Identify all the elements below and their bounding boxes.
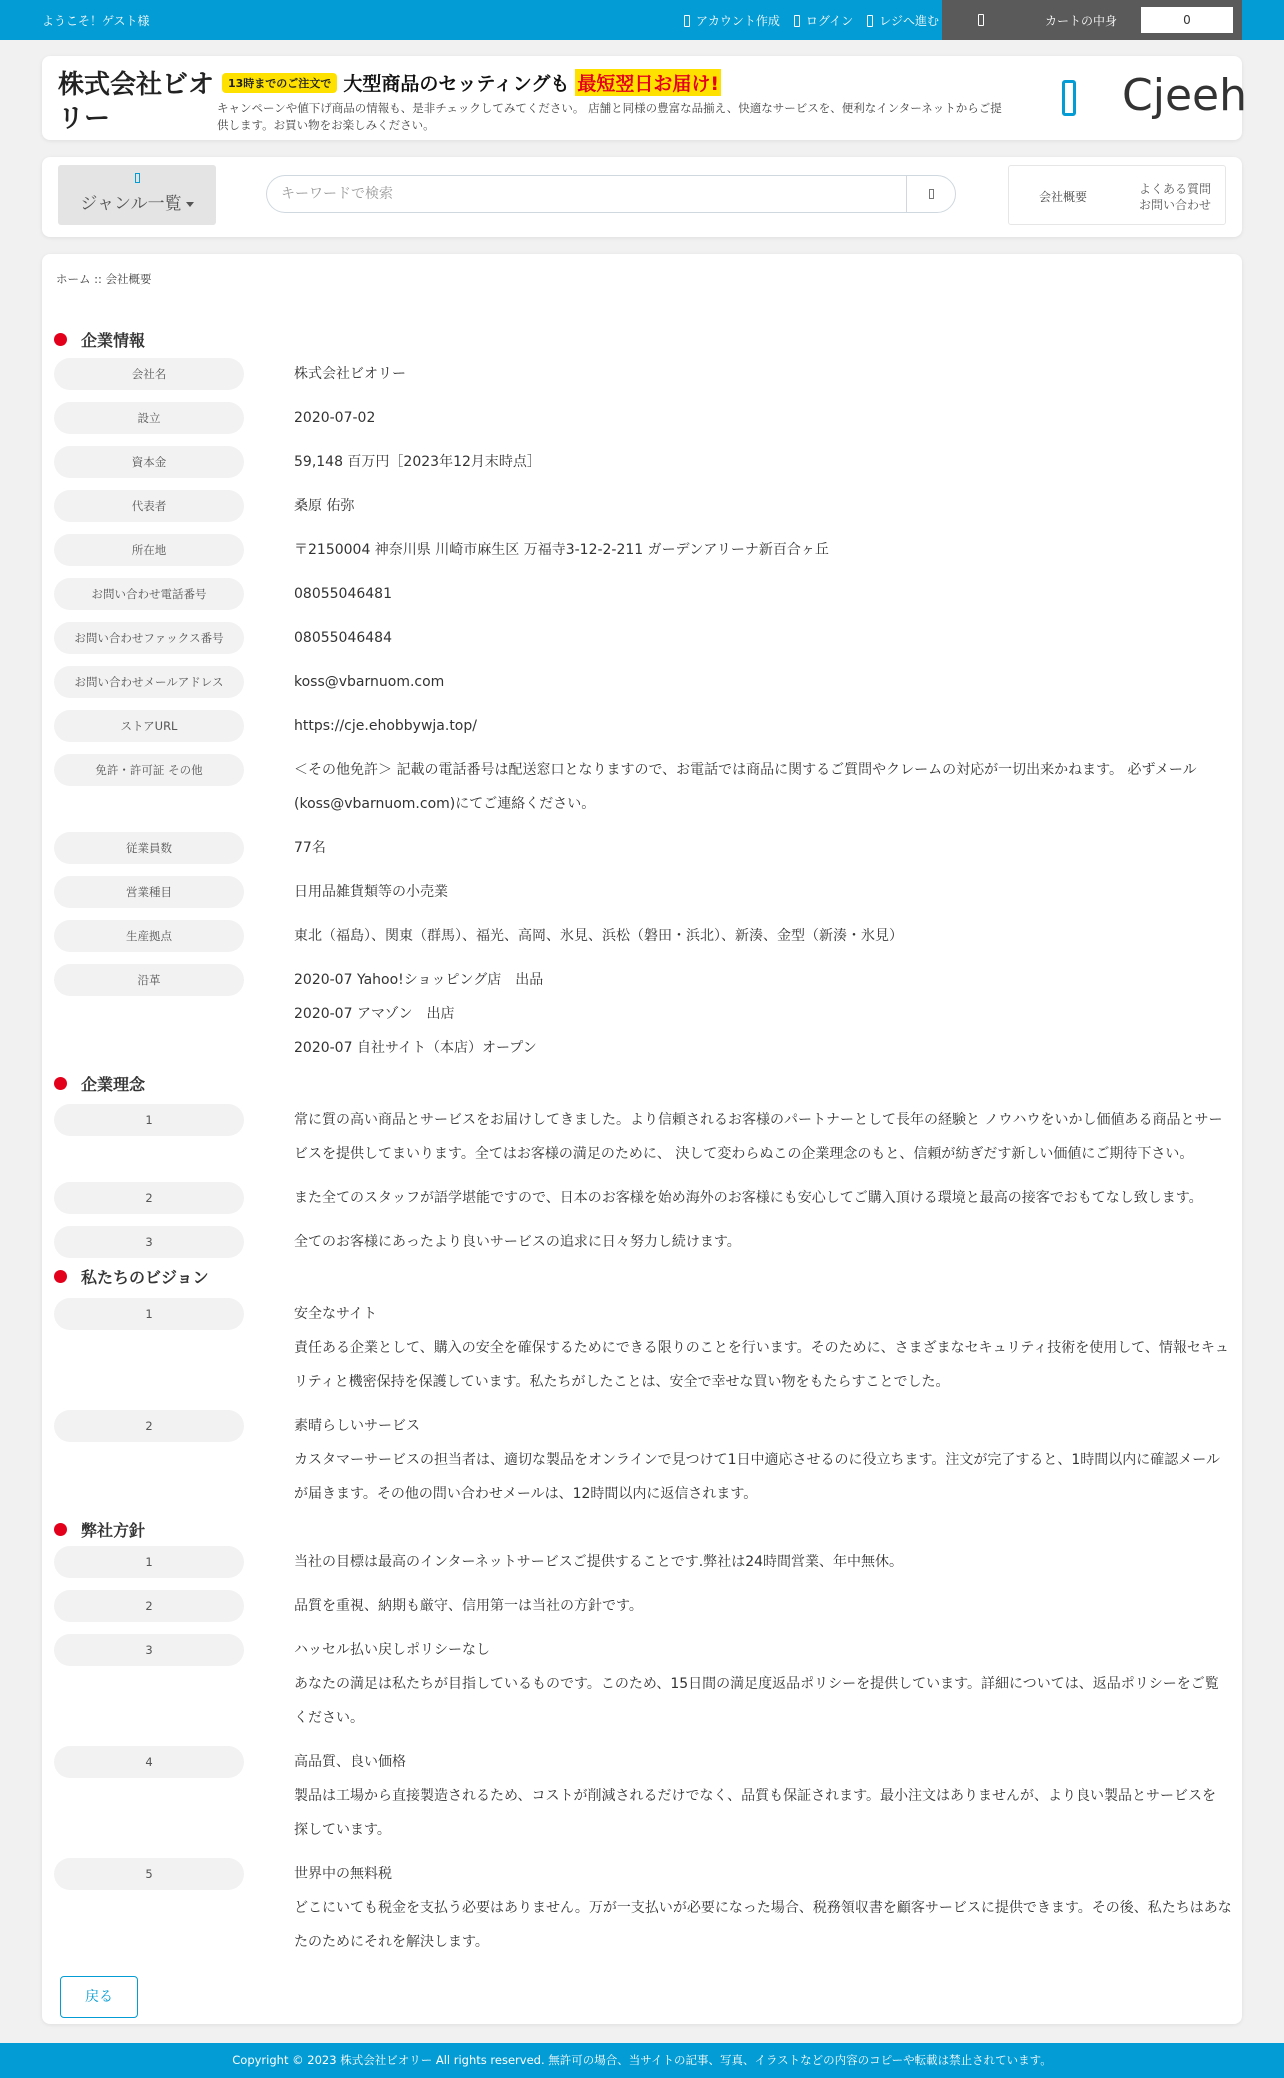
info-row-value: 東北（福島）、関東（群馬）、福光、高岡、氷見、浜松（磐田・浜北）、新湊、金型（新湊・氷見） — [294, 928, 903, 944]
info-row-value-line: ＜その他免許＞ 記載の電話番号は配送窓口となりますので、お電話では商品に関するご質問やクレームの対応が一切出来かねます。 必ずメール — [294, 762, 1197, 778]
info-row-label: 5 — [54, 1858, 244, 1890]
info-row-value: 株式会社ビオリー — [294, 366, 406, 382]
info-row-label: 2 — [54, 1182, 244, 1214]
register-icon — [867, 15, 873, 27]
info-row-value-line: ビスを提供してまいります。全てはお客様の満足のために、 決して変わらぬこの企業理念のもと、信頼が紡ぎだす新しい価値にご期待下さい。 — [294, 1146, 1194, 1162]
info-row-label: 1 — [54, 1298, 244, 1330]
section-title-company-info — [54, 328, 145, 351]
info-row-value-line: 2020-07 自社サイト（本店）オープン — [294, 1040, 537, 1056]
company-name-logo[interactable]: 株式会社ビオリー — [58, 70, 215, 134]
cart-icon — [978, 14, 984, 26]
bullet-dot-icon — [54, 1077, 67, 1090]
info-row-value: 2020-07-02 — [294, 410, 376, 426]
info-row-label: 4 — [54, 1746, 244, 1778]
login-link[interactable] — [794, 12, 853, 29]
info-row-value-line: 2020-07 Yahoo!ショッピング店 出品 — [294, 972, 544, 988]
bullet-dot-icon — [54, 1270, 67, 1283]
info-row-value-line: カスタマーサービスの担当者は、適切な製品をオンラインで見つけて1日中適応させるのに役立ちます。注文が完了すると、1時間以内に確認メール — [294, 1452, 1220, 1468]
info-row-label: 代表者 — [54, 490, 244, 522]
section-title-text: 私たちのビジョン — [81, 1268, 209, 1287]
info-row-value-line: (koss@vbarnuom.com)にてご連絡ください。 — [294, 796, 596, 812]
info-row-value-line: 安全なサイト — [294, 1306, 378, 1322]
info-row-value: 08055046484 — [294, 630, 392, 646]
header-description: キャンペーンや値下げ商品の情報も、是非チェックしてみてください。 店舗と同様の豊富な品揃え、快適なサービスを、便利なインターネットからご提供します。お買い物をお楽しみください。 — [217, 101, 1002, 132]
info-row-value: 日用品雑貨類等の小売業 — [294, 884, 448, 900]
checkout-link[interactable] — [867, 12, 939, 29]
info-row-value — [294, 1857, 1234, 1959]
info-row-value: 77名 — [294, 840, 326, 856]
info-row-label: 資本金 — [54, 446, 244, 478]
faq-link[interactable]: よくある質問 — [1139, 182, 1212, 196]
section-title-text: 弊社方針 — [81, 1521, 146, 1540]
info-row-value-line: ください。 — [294, 1710, 364, 1726]
info-row-label: お問い合わせ電話番号 — [54, 578, 244, 610]
breadcrumb-home[interactable]: ホーム — [56, 272, 91, 286]
breadcrumb-current: 会社概要 — [105, 272, 152, 286]
info-row-value-line: 世界中の無料税 — [294, 1866, 392, 1882]
info-row-label: 3 — [54, 1634, 244, 1666]
login-icon — [794, 15, 800, 27]
info-row-label: 所在地 — [54, 534, 244, 566]
breadcrumb — [56, 271, 152, 287]
info-row-label: 1 — [54, 1104, 244, 1136]
nav-bar — [42, 157, 1242, 237]
promo-main-text: 大型商品のセッティングも — [343, 73, 570, 95]
back-button[interactable]: 戻る — [60, 1976, 138, 2018]
info-row-value: https://cje.ehobbywja.top/ — [294, 718, 477, 734]
info-row-label: ストアURL — [54, 710, 244, 742]
info-row-label: 免許・許可証 その他 — [54, 754, 244, 786]
promo-banner — [222, 69, 721, 96]
info-row-label: 生産拠点 — [54, 920, 244, 952]
info-row-value: また全てのスタッフが語学堪能ですので、日本のお客様を始め海外のお客様にも安心してご購入頂ける環境と最高の接客でおもてなし致します。 — [294, 1190, 1203, 1206]
info-row-value-line: 2020-07 アマゾン 出店 — [294, 1006, 455, 1022]
company-about-link[interactable]: 会社概要 — [1039, 190, 1088, 204]
info-row-value: 08055046481 — [294, 586, 392, 602]
info-row-label: 2 — [54, 1590, 244, 1622]
bullet-dot-icon — [54, 333, 67, 346]
info-row-value: 桑原 佑弥 — [294, 498, 355, 514]
section-title-vision — [54, 1265, 209, 1288]
info-row-value: koss@vbarnuom.com — [294, 674, 445, 690]
info-row-value-line: 責任ある企業として、購入の安全を確保するためにできる限りのことを行います。そのために、さまざまなセキュリティ技術を使用して、情報セキュ — [294, 1340, 1229, 1356]
menu-icon — [135, 173, 140, 183]
info-row-value — [294, 1745, 1234, 1847]
info-row-value-line: ハッセル払い戻しポリシーなし — [294, 1642, 490, 1658]
info-row-value-line: 探しています。 — [294, 1822, 391, 1838]
top-bar — [0, 0, 1284, 40]
info-row-value-line: が届きます。その他の問い合わせメールは、12時間以内に返信されます。 — [294, 1486, 758, 1502]
account-create-label: アカウント作成 — [696, 14, 780, 28]
info-row-value — [294, 963, 1234, 1065]
nav-links — [1008, 165, 1226, 225]
info-row-value-line: 素晴らしいサービス — [294, 1418, 420, 1434]
breadcrumb-separator: :: — [90, 272, 106, 286]
section-title-philosophy — [54, 1072, 145, 1095]
info-row-label: 従業員数 — [54, 832, 244, 864]
info-row-value-line: 高品質、良い価格 — [294, 1754, 406, 1770]
checkout-label: レジへ進む — [879, 14, 939, 28]
info-row-value — [294, 1103, 1234, 1171]
info-row-value: 全てのお客様にあったより良いサービスの追求に日々努力し続けます。 — [294, 1234, 741, 1250]
promo-highlight-text: 最短翌日お届け! — [575, 69, 721, 96]
search-input[interactable] — [266, 175, 912, 213]
info-row-value: 当社の目標は最高のインターネットサービスご提供することです.弊社は24時間営業、年中無休。 — [294, 1554, 904, 1570]
cart-count: 0 — [1141, 7, 1233, 33]
brand-name[interactable]: Cjeeh — [1122, 70, 1247, 121]
welcome-text: ようこそ！ゲスト様 — [42, 14, 150, 28]
account-create-link[interactable] — [684, 12, 780, 29]
site-header — [42, 56, 1247, 140]
info-row-value-line: 常に質の高い商品とサービスをお届けしてきました。より信頼されるお客様のパートナーとして長年の経験と ノウハウをいかし価値ある商品とサー — [294, 1112, 1223, 1128]
chevron-down-icon — [186, 202, 194, 207]
search-icon — [929, 189, 934, 199]
cart-label: カートの中身 — [1045, 14, 1118, 28]
promo-badge: 13時までのご注文で — [222, 73, 337, 93]
info-row-value: 品質を重視、納期も厳守、信用第一は当社の方針です。 — [294, 1598, 643, 1614]
genre-label — [58, 189, 216, 214]
info-row-value-line: どこにいても税金を支払う必要はありません。万が一支払いが必要になった場合、税務領収書を顧客サービスに提供できます。その後、私たちはあな — [294, 1900, 1232, 1916]
main-content — [42, 254, 1242, 2024]
info-row-label: 沿革 — [54, 964, 244, 996]
info-row-value-line: あなたの満足は私たちが目指しているものです。このため、15日間の満足度返品ポリシーを提供しています。詳細については、返品ポリシーをご覧 — [294, 1676, 1219, 1692]
info-row-label: お問い合わせファックス番号 — [54, 622, 244, 654]
info-row-value — [294, 1297, 1234, 1399]
bullet-dot-icon — [54, 1523, 67, 1536]
genre-dropdown-button[interactable] — [58, 165, 216, 225]
info-row-value: 〒2150004 神奈川県 川崎市麻生区 万福寺3-12-2-211 ガーデンアリーナ新百合ヶ丘 — [294, 542, 829, 558]
info-row-label: お問い合わせメールアドレス — [54, 666, 244, 698]
info-row-label: 設立 — [54, 402, 244, 434]
info-row-value — [294, 753, 1234, 821]
info-row-label: 2 — [54, 1410, 244, 1442]
user-icon — [684, 15, 690, 27]
login-label: ログイン — [805, 14, 854, 28]
genre-label-text: ジャンル一覧 — [80, 194, 182, 214]
info-row-label: 会社名 — [54, 358, 244, 390]
info-row-label: 3 — [54, 1226, 244, 1258]
info-row-label: 1 — [54, 1546, 244, 1578]
section-title-text: 企業情報 — [81, 331, 146, 350]
info-row-value-line: リティと機密保持を保護しています。私たちがしたことは、安全で幸せな買い物をもたらすことでした。 — [294, 1374, 950, 1390]
info-row-value — [294, 1409, 1234, 1511]
info-row-label: 営業種目 — [54, 876, 244, 908]
info-row-value — [294, 1633, 1234, 1735]
footer-copyright: Copyright © 2023 株式会社ビオリー All rights reserved. 無許可の場合、当サイトの記事、写真、イラストなどの内容のコピーや転載は禁止されています。 — [0, 2043, 1284, 2078]
cart-box[interactable] — [942, 0, 1242, 40]
faq-contact-links — [1139, 181, 1211, 213]
info-row-value: 59,148 百万円［2023年12月末時点］ — [294, 454, 541, 470]
top-links — [684, 12, 939, 29]
section-title-text: 企業理念 — [81, 1075, 146, 1094]
contact-link[interactable]: お問い合わせ — [1139, 198, 1212, 212]
info-row-value-line: 製品は工場から直接製造されるため、コストが削減されるだけでなく、品質も保証されます。最小注文はありませんが、より良い製品とサービスを — [294, 1788, 1217, 1804]
brand-icon — [1062, 80, 1076, 116]
section-title-policy — [54, 1518, 145, 1541]
search-button[interactable] — [906, 175, 956, 213]
info-row-value-line: たのためにそれを解決します。 — [294, 1934, 489, 1950]
